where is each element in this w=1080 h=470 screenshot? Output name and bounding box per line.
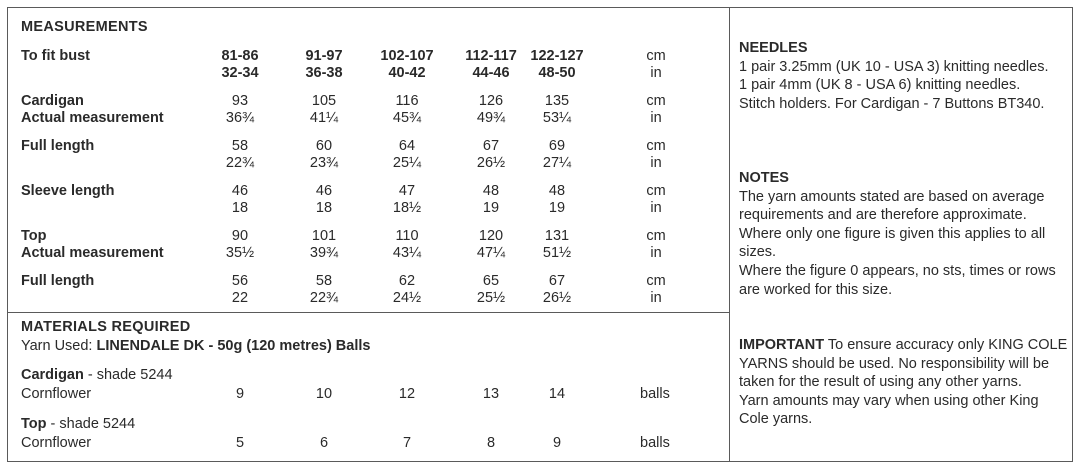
sleeve-cm-cell: 46: [315, 183, 333, 199]
cardigan-actual-cm-cell: 116: [395, 93, 419, 109]
sleeve-label: Sleeve length: [21, 183, 115, 199]
bust-in-cell: 44-46: [472, 65, 510, 81]
bust-cm-cell: 102-107: [380, 48, 434, 64]
yarn-used: [21, 338, 370, 355]
cardigan-balls-cell: 9: [235, 386, 245, 402]
cardigan-balls-cell: 10: [315, 386, 333, 402]
top-actual-cm-unit: cm: [646, 228, 666, 244]
top-length-cm-cell: 62: [398, 273, 416, 289]
bust-in-cell: 48-50: [538, 65, 576, 81]
cardigan-actual-in-cell: 36¾: [225, 110, 255, 126]
materials-title: MATERIALS REQUIRED: [21, 319, 191, 335]
important-title: IMPORTANT: [739, 337, 825, 353]
cardigan-actual-in-cell: 53¼: [542, 110, 572, 126]
sleeve-in-cell: 19: [548, 200, 566, 216]
cardigan-actual-cm-cell: 93: [231, 93, 249, 109]
cardigan-shade-label: Cardigan: [21, 367, 84, 383]
sleeve-cm-cell: 48: [548, 183, 566, 199]
top-length-cm-cell: 56: [231, 273, 249, 289]
measurements-title: MEASUREMENTS: [21, 19, 148, 35]
sleeve-cm-cell: 46: [231, 183, 249, 199]
cardigan-length-in-cell: 27¼: [542, 155, 572, 171]
bust-cm-cell: 81-86: [221, 48, 259, 64]
cardigan-length-in-cell: 23¾: [309, 155, 339, 171]
notes-line-1: The yarn amounts stated are based on average requirements and are therefore approximate.: [739, 188, 1045, 224]
top-actual-cm-cell: 90: [231, 228, 249, 244]
cardigan-shade-text: - shade 5244: [83, 367, 173, 383]
top-balls-cell: 8: [486, 435, 496, 451]
needles-line-3: Stitch holders. For Cardigan - 7 Buttons BT340.: [739, 95, 1045, 112]
needles-section: [739, 39, 1069, 113]
top-balls-cell: 5: [235, 435, 245, 451]
bust-label: To fit bust: [21, 48, 90, 64]
top-balls-cell: 7: [402, 435, 412, 451]
top-actual-in-cell: 35½: [225, 245, 255, 261]
top-length-cm-cell: 58: [315, 273, 333, 289]
bust-in-unit: in: [650, 65, 662, 81]
top-actual-label: Actual measurement: [21, 245, 164, 261]
top-balls-unit: balls: [640, 435, 670, 451]
cardigan-length-cm-cell: 67: [482, 138, 500, 154]
top-label: Top: [21, 228, 47, 244]
top-actual-cm-cell: 131: [544, 228, 570, 244]
top-actual-in-cell: 43¼: [392, 245, 422, 261]
important-section: [739, 336, 1069, 429]
top-colour: Cornflower: [21, 435, 92, 451]
cardigan-actual-label: Actual measurement: [21, 110, 164, 126]
cardigan-balls-cell: 14: [548, 386, 566, 402]
cardigan-length-cm-cell: 69: [548, 138, 566, 154]
cardigan-actual-cm-unit: cm: [646, 93, 666, 109]
cardigan-length-in-unit: in: [650, 155, 662, 171]
cardigan-length-label: Full length: [21, 138, 95, 154]
cardigan-length-cm-unit: cm: [646, 138, 666, 154]
sleeve-in-unit: in: [650, 200, 662, 216]
bust-in-cell: 36-38: [305, 65, 343, 81]
top-actual-in-unit: in: [650, 245, 662, 261]
sleeve-cm-cell: 47: [398, 183, 416, 199]
sleeve-cm-cell: 48: [482, 183, 500, 199]
notes-section: [739, 169, 1069, 299]
cardigan-actual-cm-cell: 105: [311, 93, 337, 109]
cardigan-length-cm-cell: 60: [315, 138, 333, 154]
bust-cm-cell: 112-117: [465, 48, 517, 64]
top-shade-text: - shade 5244: [46, 416, 136, 432]
column-divider: [729, 7, 730, 462]
important-line-2: Yarn amounts may vary when using other King Cole yarns.: [739, 392, 1039, 428]
bust-cm-unit: cm: [646, 48, 666, 64]
top-length-cm-unit: cm: [646, 273, 666, 289]
cardigan-actual-in-cell: 45¾: [392, 110, 422, 126]
top-length-in-cell: 24½: [392, 290, 422, 306]
top-shade: [21, 416, 135, 433]
top-length-cm-cell: 67: [548, 273, 566, 289]
cardigan-label: Cardigan: [21, 93, 84, 109]
bust-cm-cell: 91-97: [305, 48, 343, 64]
section-divider: [7, 312, 730, 313]
notes-line-2: Where only one figure is given this applies to all sizes.: [739, 225, 1046, 261]
top-shade-label: Top: [21, 416, 47, 432]
cardigan-actual-in-cell: 41¼: [309, 110, 339, 126]
cardigan-balls-cell: 13: [482, 386, 500, 402]
top-balls-cell: 9: [552, 435, 562, 451]
top-length-in-cell: 22¾: [309, 290, 339, 306]
top-actual-cm-cell: 110: [395, 228, 419, 244]
needles-line-2: 1 pair 4mm (UK 8 - USA 6) knitting needles.: [739, 77, 1021, 94]
top-actual-in-cell: 47¼: [476, 245, 506, 261]
needles-line-1: 1 pair 3.25mm (UK 10 - USA 3) knitting needles.: [739, 58, 1049, 75]
yarn-name: LINENDALE DK - 50g (120 metres) Balls: [96, 338, 371, 354]
sleeve-in-cell: 18½: [392, 200, 422, 216]
sleeve-cm-unit: cm: [646, 183, 666, 199]
needles-title: NEEDLES: [739, 40, 808, 56]
cardigan-balls-cell: 12: [398, 386, 416, 402]
cardigan-colour: Cornflower: [21, 386, 92, 402]
top-actual-in-cell: 51½: [542, 245, 572, 261]
important-text: [739, 336, 1069, 392]
top-length-label: Full length: [21, 273, 95, 289]
yarn-prefix: Yarn Used:: [21, 338, 97, 354]
bust-in-cell: 40-42: [388, 65, 426, 81]
top-actual-in-cell: 39¾: [309, 245, 339, 261]
cardigan-actual-cm-cell: 126: [478, 93, 504, 109]
cardigan-balls-unit: balls: [640, 386, 670, 402]
cardigan-length-in-cell: 25¼: [392, 155, 422, 171]
top-balls-cell: 6: [319, 435, 329, 451]
cardigan-length-cm-cell: 58: [231, 138, 249, 154]
top-actual-cm-cell: 101: [311, 228, 337, 244]
cardigan-actual-in-unit: in: [650, 110, 662, 126]
bust-in-cell: 32-34: [221, 65, 259, 81]
important-body: To ensure accuracy only KING COLE YARNS should be used. No responsibility will be taken for the result of using any other yarns.: [739, 337, 1068, 391]
bust-cm-cell: 122-127: [530, 48, 584, 64]
notes-line-3: Where the figure 0 appears, no sts, times or rows are worked for this size.: [739, 262, 1056, 298]
sleeve-in-cell: 18: [315, 200, 333, 216]
top-length-cm-cell: 65: [482, 273, 500, 289]
cardigan-actual-cm-cell: 135: [544, 93, 570, 109]
top-length-in-cell: 22: [231, 290, 249, 306]
cardigan-shade: [21, 367, 173, 384]
notes-title: NOTES: [739, 170, 789, 186]
top-length-in-unit: in: [650, 290, 662, 306]
top-length-in-cell: 26½: [542, 290, 572, 306]
cardigan-length-in-cell: 22¾: [225, 155, 255, 171]
sleeve-in-cell: 19: [482, 200, 500, 216]
top-length-in-cell: 25½: [476, 290, 506, 306]
cardigan-length-cm-cell: 64: [398, 138, 416, 154]
sleeve-in-cell: 18: [231, 200, 249, 216]
cardigan-actual-in-cell: 49¾: [476, 110, 506, 126]
cardigan-length-in-cell: 26½: [476, 155, 506, 171]
top-actual-cm-cell: 120: [478, 228, 504, 244]
